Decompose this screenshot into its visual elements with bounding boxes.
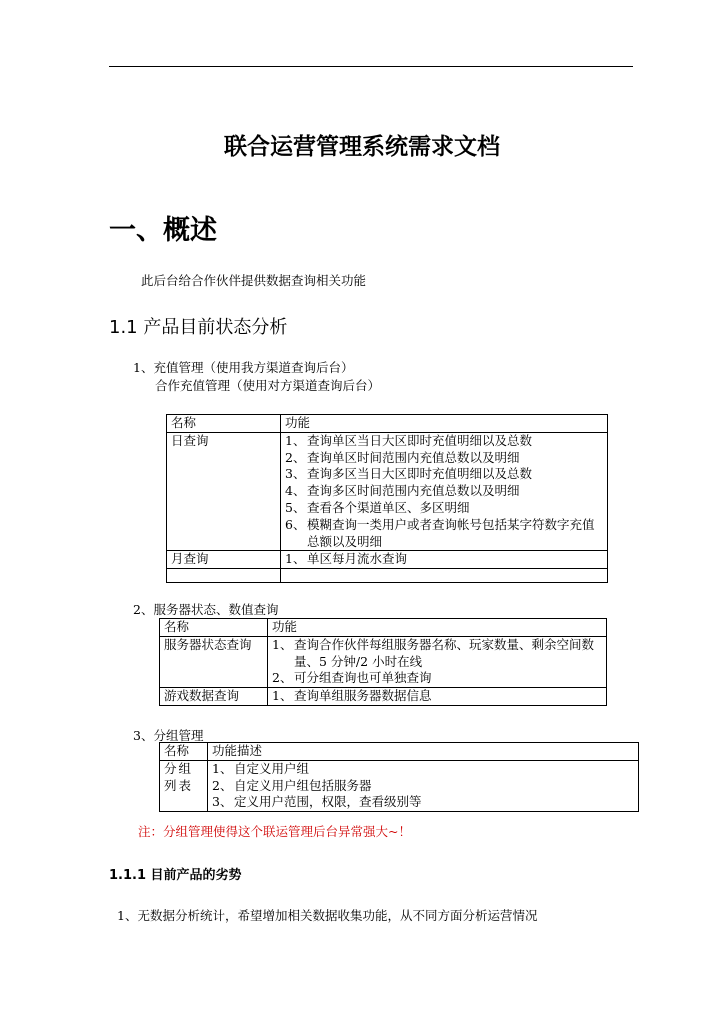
table-header-function: 功能 xyxy=(268,619,607,637)
table-row xyxy=(167,415,608,433)
item3-line1: 3、分组管理 xyxy=(133,728,204,743)
section-heading-overview: 一、概述 xyxy=(109,215,217,246)
table-cell-name: 游戏数据查询 xyxy=(160,688,268,706)
table-cell-empty xyxy=(281,569,608,583)
section-heading-1-1-1: 1.1.1 目前产品的劣势 xyxy=(109,868,242,883)
table-cell-name: 分组列表 xyxy=(160,760,208,811)
table-cell-empty xyxy=(167,569,281,583)
table-cell-function xyxy=(281,551,608,569)
table-header-name: 名称 xyxy=(160,743,208,761)
table-cell-name: 月查询 xyxy=(167,551,281,569)
list-item: 5、 查看各个渠道单区、多区明细 xyxy=(285,499,470,515)
list-item: 1、 查询合作伙伴每组服务器名称、玩家数量、剩余空间数量、5 分钟/2 小时在线 xyxy=(272,636,595,669)
table-row xyxy=(160,688,607,706)
table-row xyxy=(160,743,639,761)
note-text: 注：分组管理使得这个联运管理后台异常强大~！ xyxy=(138,824,411,839)
list-item: 2、 自定义用户组包括服务器 xyxy=(212,777,372,793)
table-header-function: 功能 xyxy=(281,415,608,433)
list-item: 2、 可分组查询也可单独查询 xyxy=(272,670,432,686)
list-item: 1、 自定义用户组 xyxy=(212,760,310,776)
list-item: 3、 定义用户范围，权限，查看级别等 xyxy=(212,794,422,810)
table-row xyxy=(160,619,607,637)
item1-line2: 合作充值管理（使用对方渠道查询后台） xyxy=(155,378,381,393)
item2-line1: 2、服务器状态、数值查询 xyxy=(133,602,279,617)
table-row xyxy=(167,432,608,551)
table-cell-function xyxy=(281,432,608,551)
table-cell-function xyxy=(268,688,607,706)
disadvantage-item-1: 1、无数据分析统计，希望增加相关数据收集功能，从不同方面分析运营情况 xyxy=(117,908,538,923)
table-cell-name: 日查询 xyxy=(167,432,281,551)
list-item: 1、 查询单区当日大区即时充值明细以及总数 xyxy=(285,432,533,448)
table-header-name: 名称 xyxy=(160,619,268,637)
table-cell-name: 服务器状态查询 xyxy=(160,636,268,687)
section-heading-1-1: 1.1 产品目前状态分析 xyxy=(109,317,288,338)
table-row xyxy=(160,760,639,811)
list-item: 2、 查询单区时间范围内充值总数以及明细 xyxy=(285,449,520,465)
table-row xyxy=(167,569,608,583)
list-item: 1、 查询单组服务器数据信息 xyxy=(272,688,432,704)
document-title: 联合运营管理系统需求文档 xyxy=(224,134,500,160)
table-row xyxy=(167,551,608,569)
overview-intro: 此后台给合作伙伴提供数据查询相关功能 xyxy=(141,273,367,288)
list-item: 1、 单区每月流水查询 xyxy=(285,551,408,567)
item1-line1: 1、充值管理（使用我方渠道查询后台） xyxy=(133,360,354,375)
list-item: 6、 模糊查询一类用户或者查询帐号包括某字符数字充值总额以及明细 xyxy=(285,516,595,549)
table-header-function: 功能描述 xyxy=(208,743,639,761)
list-item: 4、 查询多区时间范围内充值总数以及明细 xyxy=(285,483,520,499)
server-table xyxy=(159,618,607,706)
table-cell-function xyxy=(268,636,607,687)
group-table xyxy=(159,742,639,812)
header-rule xyxy=(109,66,633,67)
table-row xyxy=(160,636,607,687)
table-header-name: 名称 xyxy=(167,415,281,433)
list-item: 3、 查询多区当日大区即时充值明细以及总数 xyxy=(285,466,533,482)
table-cell-function xyxy=(208,760,639,811)
recharge-table xyxy=(166,414,608,583)
